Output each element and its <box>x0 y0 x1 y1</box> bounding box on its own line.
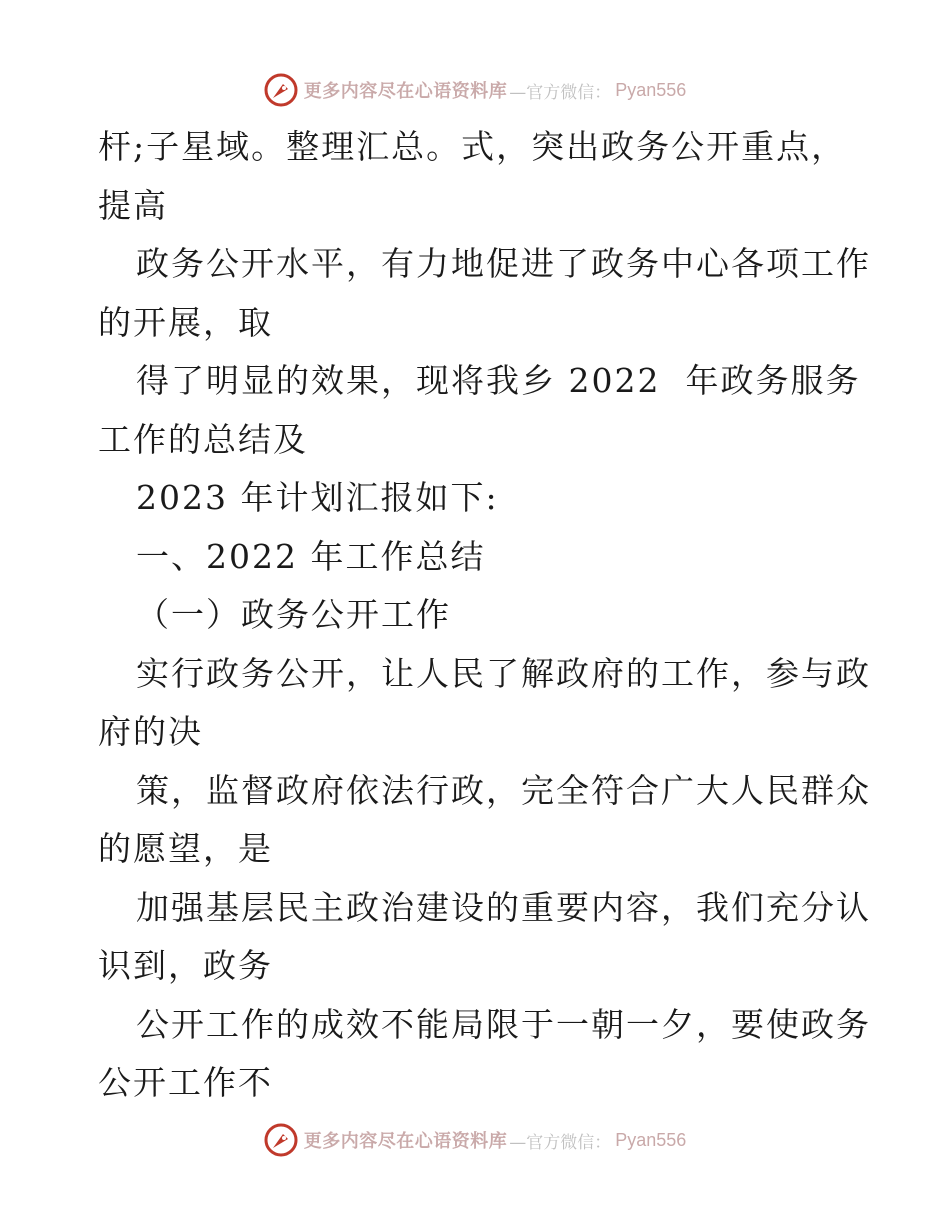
text-line: 公开工作不 <box>98 1063 273 1102</box>
text-line: 加强基层民主政治建设的重要内容，我们充分认 <box>136 887 871 927</box>
text-line: 杆;子星域。整理汇总。式，突出政务公开重点， <box>98 127 847 166</box>
banner-official: —官方微信： <box>509 1132 612 1153</box>
footer-banner <box>0 1120 950 1160</box>
document-body <box>98 118 871 1113</box>
text-line: 得了明显的效果，现将我乡 2022 年政务服务 <box>136 361 861 400</box>
text-line: （一）政务公开工作 <box>136 595 451 634</box>
text-line: 实行政务公开，让人民了解政府的工作，参与政 <box>136 653 871 693</box>
pen-nib-logo-icon <box>264 1123 298 1157</box>
banner-official: —官方微信： <box>509 82 612 103</box>
text-line: 一、2022 年工作总结 <box>136 536 486 576</box>
banner-text: 更多内容尽在心语资料库 <box>303 81 508 102</box>
text-line: 公开工作的成效不能局限于一朝一夕，要使政务 <box>136 1004 871 1044</box>
text-line: 的愿望，是 <box>98 829 273 868</box>
text-line: 识到，政务 <box>98 946 273 985</box>
text-line: 的开展，取 <box>98 302 273 342</box>
banner-wechat-id: Pyan556 <box>615 79 687 100</box>
text-line: 策，监督政府依法行政，完全符合广大人民群众 <box>136 770 871 810</box>
header-banner <box>0 70 950 110</box>
text-line: 府的决 <box>98 712 203 751</box>
pen-nib-logo-icon <box>264 73 298 107</box>
banner-text: 更多内容尽在心语资料库 <box>303 1131 508 1152</box>
text-line: 提高 <box>98 185 168 225</box>
text-line: 工作的总结及 <box>98 419 308 459</box>
text-line: 2023 年计划汇报如下: <box>136 478 499 517</box>
text-line: 政务公开水平，有力地促进了政务中心各项工作 <box>136 244 871 283</box>
banner-wechat-id: Pyan556 <box>615 1129 687 1150</box>
